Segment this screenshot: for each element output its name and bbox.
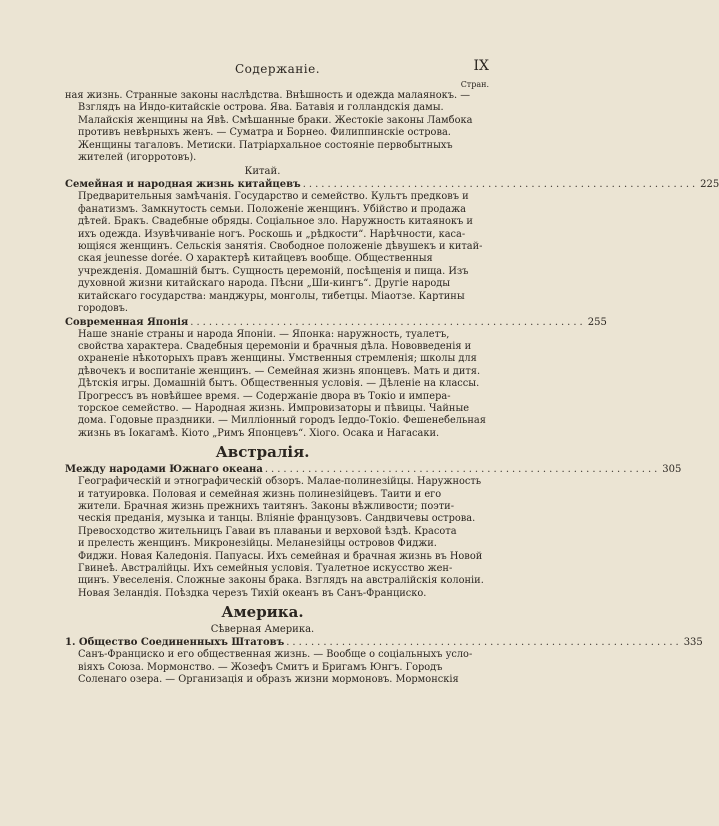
text-line: віяхъ Союза. Мормонство. — Жозефъ Смитъ и Бригамъ Юнгъ. Городъ bbox=[78, 661, 443, 673]
dot-leader: ................................................................ bbox=[190, 316, 586, 328]
text-line: Фиджи. Новая Каледонія. Папуасы. Ихъ семейная и брачная жизнь въ Новой bbox=[78, 550, 483, 562]
text-line: противъ невѣрныхъ женъ. — Суматра и Борнео. Филиппинскіе острова. bbox=[78, 127, 451, 139]
entry-description bbox=[65, 328, 486, 441]
text-line: китайскаго государства: манджуры, монголы, тибетцы. Міаотзе. Картины bbox=[78, 290, 465, 302]
text-line: дома. Годовые праздники. — Милліонный городъ Іеддо-Токіо. Фешенебельная bbox=[78, 415, 486, 427]
region-heading-australia: Австралія. bbox=[215, 443, 310, 462]
dot-leader: ................................................................ bbox=[264, 464, 661, 476]
text-line: Прогрессъ въ новѣйшее время. — Содержаніе двора въ Токіо и импера- bbox=[78, 390, 451, 402]
toc-entry[interactable] bbox=[65, 463, 682, 476]
entry-title: Между народами Южнаго океана bbox=[65, 464, 263, 476]
entry-description bbox=[65, 191, 483, 315]
page-number: IX bbox=[473, 58, 489, 74]
text-line: охраненіе нѣкоторыхъ правъ женщины. Умственныя стремленія; школы для bbox=[78, 353, 477, 365]
section-subtitle-north-america: Сѣверная Америка. bbox=[210, 624, 315, 636]
running-header: Содержаніе. bbox=[234, 62, 321, 76]
dot-leader: ................................................................ bbox=[286, 637, 682, 649]
text-line: ющіяся женщинъ. Сельскія занятія. Свободное положеніе дѣвушекъ и китай- bbox=[78, 241, 483, 253]
text-line: жизнь въ Іокагамѣ. Кіото „Римъ Японцевъ“. Хіого. Осака и Нагасаки. bbox=[78, 427, 440, 439]
text-line: ческія преданія, музыка и танцы. Вліяніе французовъ. Сандвичевы острова. bbox=[78, 513, 476, 525]
text-line: Географическій и этнографическій обзоръ. Малае-полинезійцы. Наружность bbox=[78, 476, 482, 488]
text-line: жителей (игорротовъ). bbox=[78, 152, 197, 164]
text-line: Малайскія женщины на Явѣ. Смѣшанные браки. Жестокіе законы Ламбока bbox=[78, 114, 473, 126]
text-line: дѣвочекъ и воспитаніе женщинъ. — Семейная жизнь японцевъ. Мать и дитя. bbox=[78, 365, 481, 377]
text-line: свойства характера. Свадебныя церемоніи и брачныя дѣла. Нововведенія и bbox=[78, 340, 472, 352]
text-line: ихъ одежда. Изувѣчиваніе ногъ. Роскошь и „рѣдкости“. Нарѣчности, каса- bbox=[78, 228, 466, 240]
text-line: Предварительныя замѣчанія. Государство и семейство. Культъ предковъ и bbox=[78, 191, 469, 203]
continued-paragraph bbox=[65, 90, 473, 164]
entry-title: Современная Японія bbox=[65, 316, 189, 328]
entry-page: 335 bbox=[683, 637, 703, 649]
entry-page: 305 bbox=[662, 464, 682, 476]
text-line: ская jeunesse dorée. О характерѣ китайцевъ вообще. Общественныя bbox=[78, 253, 433, 265]
entry-page: 225 bbox=[700, 179, 719, 191]
text-line: Наше знаніе страны и народа Японіи. — Японка: наружность, туалетъ, bbox=[78, 328, 450, 340]
text-line: Соленаго озера. — Организація и образъ жизни мормоновъ. Мормонскія bbox=[78, 674, 459, 686]
dot-leader: ................................................................ bbox=[302, 179, 699, 191]
text-line: фанатизмъ. Замкнутость семьи. Положеніе женщинъ. Убійство и продажа bbox=[78, 203, 466, 215]
entry-title: 1. Общество Соединенныхъ Штатовъ bbox=[65, 637, 285, 649]
text-line: городовъ. bbox=[78, 303, 128, 315]
text-line: щинъ. Увеселенія. Сложные законы брака. Взглядъ на австралійскія колоніи. bbox=[78, 575, 484, 587]
toc-entry[interactable] bbox=[65, 316, 607, 329]
entry-description bbox=[65, 649, 473, 686]
text-line: Санъ-Франциско и его общественная жизнь. — Вообще о соціальныхъ усло- bbox=[78, 649, 473, 661]
entry-page: 255 bbox=[587, 316, 607, 328]
entry-description bbox=[65, 476, 484, 600]
text-line: учрежденія. Домашній бытъ. Сущность церемоній, посѣщенія и пища. Изъ bbox=[78, 265, 469, 277]
text-line: Взглядъ на Индо-китайскіе острова. Ява. Батавія и голландскія дамы. bbox=[78, 102, 444, 114]
text-line: ная жизнь. Странные законы наслѣдства. Внѣшность и одежда малаянокъ. — bbox=[65, 90, 471, 101]
region-heading-america: Америка. bbox=[221, 603, 304, 622]
text-line: Дѣтскія игры. Домашній бытъ. Общественныя условія. — Дѣленіе на классы. bbox=[78, 378, 480, 390]
table-of-contents bbox=[65, 90, 719, 686]
text-line: жители. Брачная жизнь прежнихъ таитянъ. Законы вѣжливости; поэти- bbox=[78, 500, 455, 512]
text-line: духовной жизни китайскаго народа. Пѣсни „Ши-кингъ“. Другіе народы bbox=[78, 278, 451, 290]
text-line: и татуировка. Половая и семейная жизнь полинезійцевъ. Таити и его bbox=[78, 488, 442, 500]
entry-title: Семейная и народная жизнь китайцевъ bbox=[65, 179, 301, 191]
toc-entry[interactable] bbox=[65, 636, 703, 649]
toc-entry[interactable] bbox=[65, 178, 719, 191]
text-line: Гвинеѣ. Австралійцы. Ихъ семейныя условія. Туалетное искусство жен- bbox=[78, 563, 453, 574]
text-line: дѣтей. Бракъ. Свадебные обряды. Соціальное зло. Наружность китаянокъ и bbox=[78, 216, 473, 228]
text-line: торское семейство. — Народная жизнь. Импровизаторы и пѣвицы. Чайные bbox=[78, 402, 470, 414]
section-subtitle-china: Китай. bbox=[244, 166, 281, 178]
page-column-label: Стран. bbox=[460, 80, 489, 89]
text-line: Превосходство жительницъ Гаваи въ плаваньи и верховой ѣздѣ. Красота bbox=[78, 525, 457, 537]
text-line: и прелесть женщинъ. Микронезійцы. Меланезійцы островов Фиджи. bbox=[78, 538, 437, 550]
text-line: Новая Зеландія. Поѣздка черезъ Тихій океанъ въ Санъ-Франциско. bbox=[78, 587, 427, 599]
text-line: Женщины тагаловъ. Метиски. Патріархальное состояніе первобытныхъ bbox=[78, 139, 453, 151]
